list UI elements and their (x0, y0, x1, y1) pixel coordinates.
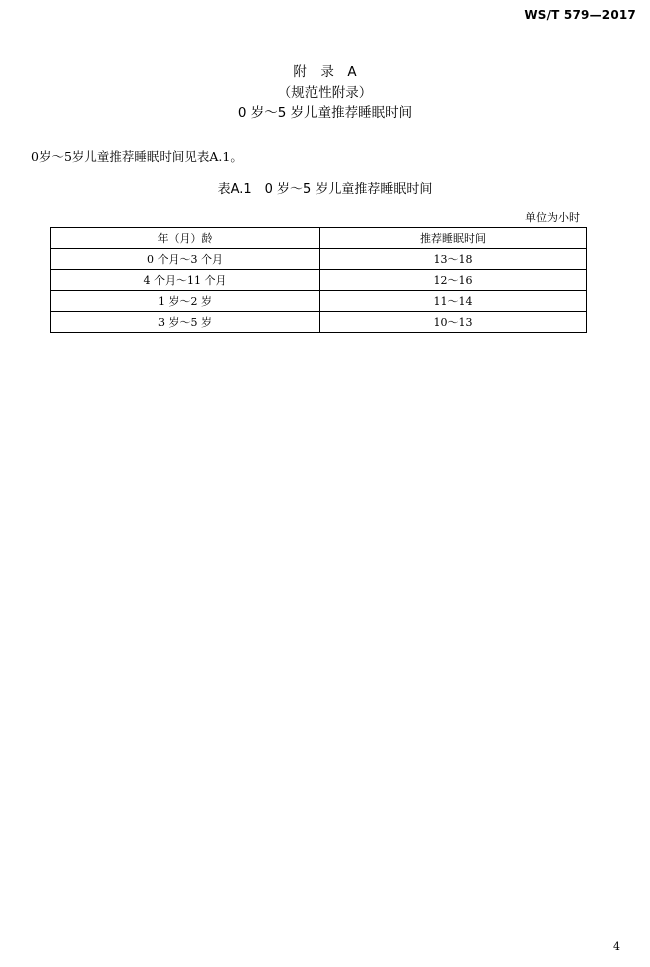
column-header-sleep-time: 推荐睡眠时间 (320, 228, 587, 249)
sleep-duration-table (50, 227, 587, 333)
sleep-time-cell: 12～16 (320, 270, 587, 291)
annex-heading (0, 62, 650, 124)
sleep-time-cell: 11～14 (320, 291, 587, 312)
standard-code: WS/T 579—2017 (524, 8, 636, 22)
table-row (51, 249, 587, 270)
age-cell: 4 个月～11 个月 (51, 270, 320, 291)
annex-type: （规范性附录） (277, 84, 373, 101)
age-cell: 3 岁～5 岁 (51, 312, 320, 333)
annex-label: 附 录 A (293, 64, 357, 80)
table-header-row (51, 228, 587, 249)
table-row (51, 291, 587, 312)
intro-paragraph: 0岁～5岁儿童推荐睡眠时间见表A.1。 (31, 149, 243, 164)
sleep-time-cell: 13～18 (320, 249, 587, 270)
annex-title: 0 岁～5 岁儿童推荐睡眠时间 (237, 105, 413, 121)
age-cell: 1 岁～2 岁 (51, 291, 320, 312)
sleep-time-cell: 10～13 (320, 312, 587, 333)
table-row (51, 312, 587, 333)
table-unit-note: 单位为小时 (525, 211, 580, 224)
table-caption: 表A.1 0 岁～5 岁儿童推荐睡眠时间 (217, 182, 433, 197)
page-number: 4 (613, 940, 620, 953)
column-header-age: 年（月）龄 (51, 228, 320, 249)
table-row (51, 270, 587, 291)
age-cell: 0 个月～3 个月 (51, 249, 320, 270)
